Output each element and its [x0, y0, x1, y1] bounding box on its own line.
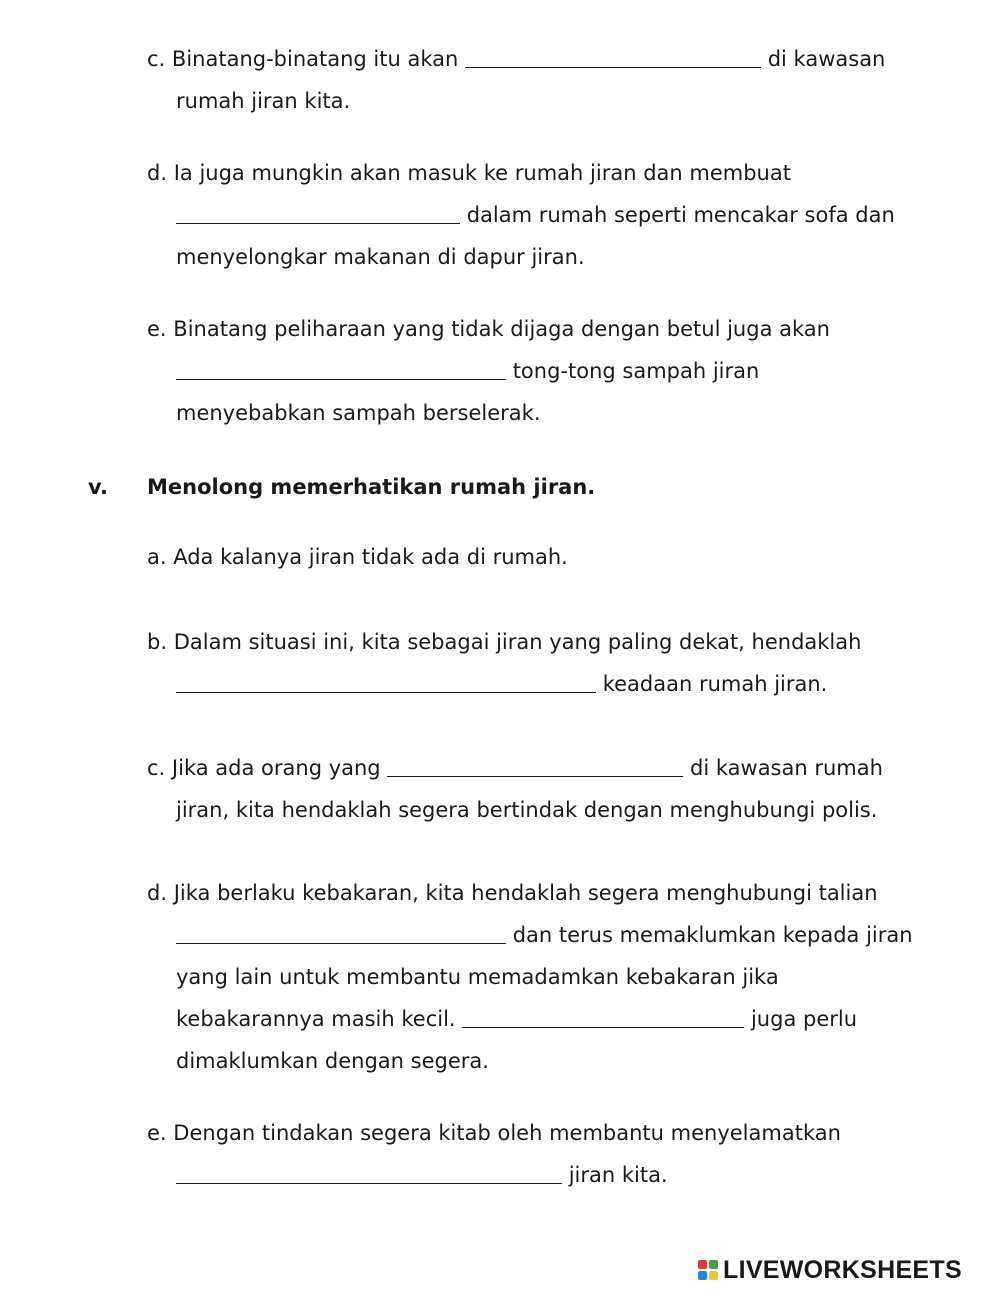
- logo-block: [698, 1271, 707, 1280]
- item-c-line2: rumah jiran kita.: [176, 89, 351, 113]
- item-b-line2: [176, 669, 827, 699]
- item-marker: b.: [147, 630, 168, 654]
- item-text: Ia juga mungkin akan masuk ke rumah jiran dan membuat: [173, 161, 791, 185]
- item-d-line3: yang lain untuk membantu memadamkan kebakaran jika: [176, 965, 779, 989]
- item-c-line1: [147, 44, 885, 74]
- section-v-number: v.: [88, 475, 108, 499]
- item-marker: c.: [147, 47, 166, 71]
- item-marker: d.: [147, 881, 168, 905]
- item-text: Ada kalanya jiran tidak ada di rumah.: [173, 545, 568, 569]
- item-text: dalam rumah seperti mencakar sofa dan: [466, 203, 895, 227]
- item-text: juga perlu: [750, 1007, 858, 1031]
- item-text: Binatang-binatang itu akan: [171, 47, 459, 71]
- item-text: dan terus memaklumkan kepada jiran: [512, 923, 913, 947]
- answer-blank[interactable]: [387, 754, 683, 777]
- item-e-line1: [147, 1118, 841, 1148]
- item-marker: e.: [147, 317, 167, 341]
- item-text: keadaan rumah jiran.: [602, 672, 828, 696]
- item-marker: e.: [147, 1121, 167, 1145]
- item-e-line2: [176, 1160, 668, 1190]
- answer-blank[interactable]: [465, 45, 761, 68]
- item-text: Binatang peliharaan yang tidak dijaga dengan betul juga akan: [173, 317, 830, 341]
- item-d-line1: [147, 878, 878, 908]
- logo-block: [709, 1271, 718, 1280]
- logo-blocks-icon: [698, 1260, 718, 1280]
- item-c-line2: jiran, kita hendaklah segera bertindak dengan menghubungi polis.: [176, 798, 878, 822]
- item-d-line2: [176, 920, 913, 950]
- item-text: Jika ada orang yang: [171, 756, 381, 780]
- item-e-line1: [147, 314, 830, 344]
- item-text: jiran kita.: [568, 1163, 668, 1187]
- logo-text: LIVEWORKSHEETS: [723, 1256, 962, 1284]
- item-d-line1: [147, 158, 791, 188]
- logo-block: [698, 1260, 707, 1269]
- item-marker: d.: [147, 161, 168, 185]
- item-marker: c.: [147, 756, 166, 780]
- item-e-line3: menyebabkan sampah berselerak.: [176, 401, 541, 425]
- item-d-line5: dimaklumkan dengan segera.: [176, 1049, 489, 1073]
- logo-block: [709, 1260, 718, 1269]
- item-d-line4: [176, 1004, 857, 1034]
- answer-blank[interactable]: [176, 201, 460, 224]
- section-v-title: Menolong memerhatikan rumah jiran.: [147, 475, 596, 499]
- answer-blank[interactable]: [176, 921, 506, 944]
- item-text: Jika berlaku kebakaran, kita hendaklah segera menghubungi talian: [173, 881, 878, 905]
- item-a: [147, 542, 568, 572]
- answer-blank[interactable]: [462, 1005, 744, 1028]
- item-marker: a.: [147, 545, 167, 569]
- item-text: Dalam situasi ini, kita sebagai jiran yang paling dekat, hendaklah: [173, 630, 862, 654]
- item-text: di kawasan: [767, 47, 886, 71]
- item-d-line2: [176, 200, 895, 230]
- item-e-line2: [176, 356, 759, 386]
- item-c-line1: [147, 753, 883, 783]
- item-text: tong-tong sampah jiran: [512, 359, 760, 383]
- liveworksheets-logo: [698, 1255, 962, 1285]
- item-text: Dengan tindakan segera kitab oleh membantu menyelamatkan: [173, 1121, 841, 1145]
- answer-blank[interactable]: [176, 1161, 562, 1184]
- item-d-line3: menyelongkar makanan di dapur jiran.: [176, 245, 585, 269]
- answer-blank[interactable]: [176, 357, 506, 380]
- item-b-line1: [147, 627, 861, 657]
- answer-blank[interactable]: [176, 670, 596, 693]
- item-text: di kawasan rumah: [690, 756, 883, 780]
- item-text: kebakarannya masih kecil.: [176, 1007, 456, 1031]
